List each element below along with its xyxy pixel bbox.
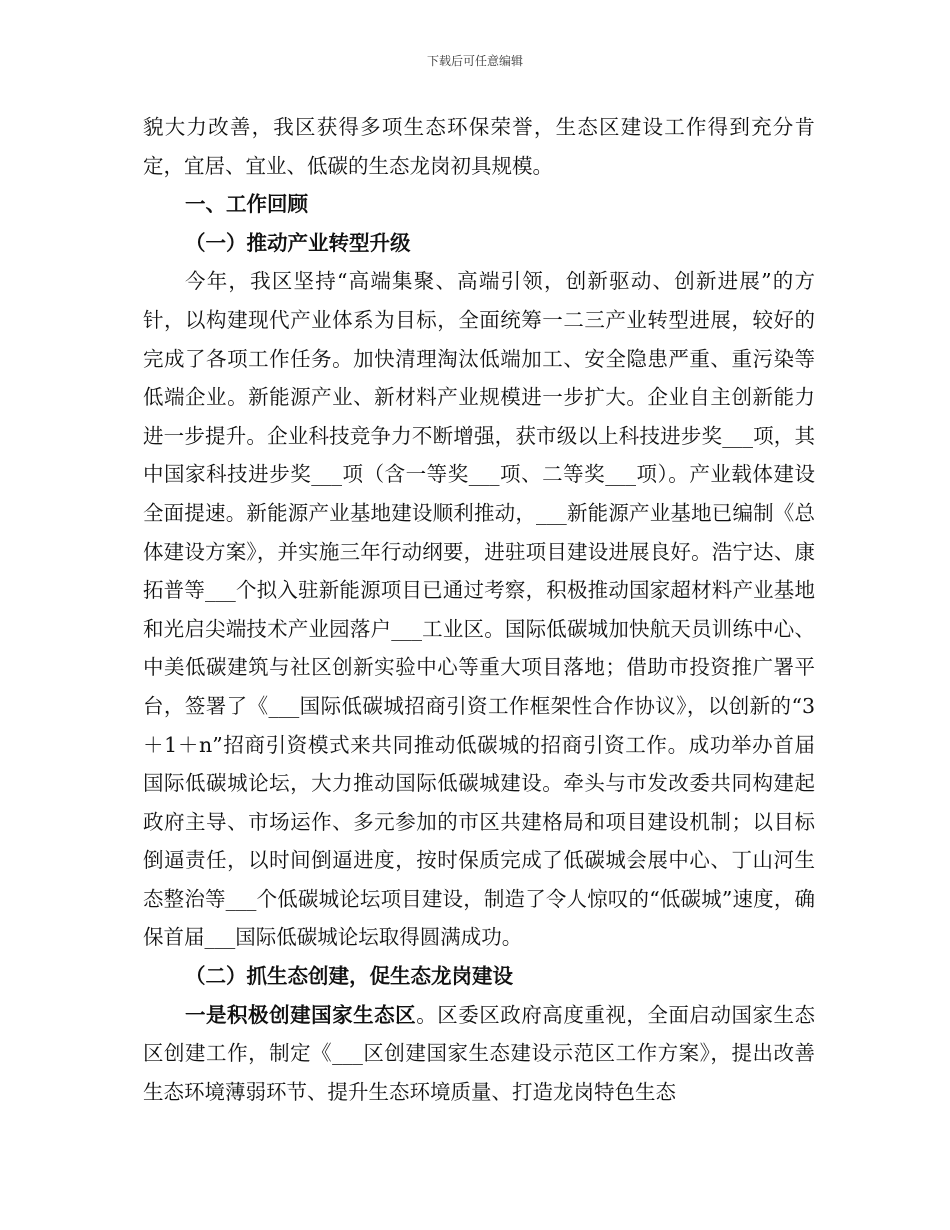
paragraph-industry-upgrade: 今年，我区坚持“高端集聚、高端引领，创新驱动、创新进展”的方针，以构建现代产业体系为目标，全面统筹一二三产业转型进展，较好的完成了各项工作任务。加快清理淘汰低端加工、安全隐患严重、重污染等低端企业。新能源产业、新材料产业规模进一步扩大。企业自主创新能力进一步提升。企业科技竞争力不断增强，获市级以上科技进步奖___项，其中国家科技进步奖___项（含一等奖___项、二等奖___项）。产业载体建设全面提速。新能源产业基地建设顺利推动，___新能源产业基地已编制《总体建设方案》，并实施三年行动纲要，进驻项目建设进展良好。浩宁达、康拓普等___个拟入驻新能源项目已通过考察，积极推动国家超材料产业基地和光启尖端技术产业园落户___工业区。国际低碳城加快航天员训练中心、中美低碳建筑与社区创新实验中心等重大项目落地；借助市投资推广署平台，签署了《___国际低碳城招商引资工作框架性合作协议》，以创新的“3＋1＋n”招商引资模式来共同推动低碳城的招商引资工作。成功举办首届国际低碳城论坛，大力推动国际低碳城建设。牵头与市发改委共同构建起政府主导、市场运作、多元参加的市区共建格局和项目建设机制；以目标倒逼责任，以时间倒逼进度，按时保质完成了低碳城会展中心、丁山河生态整治等___个低碳城论坛项目建设，制造了令人惊叹的“低碳城”速度，确保首届___国际低碳城论坛取得圆满成功。 bbox=[143, 269, 815, 950]
section-heading: 一、工作回顾 bbox=[185, 192, 308, 217]
page-header: 下载后可任意编辑 bbox=[426, 54, 523, 68]
document-body bbox=[143, 108, 815, 1111]
subsection-heading-2: （二）抓生态创建，促生态龙岗建设 bbox=[185, 964, 513, 989]
paragraph-body-text: 。区委区政府高度重视，全面启动国家生态区创建工作，制定《___区创建国家生态建设示范区工作方案》，提出改善生态环境薄弱环节、提升生态环境质量、打造龙岗特色生态 bbox=[143, 1002, 816, 1104]
subsection-heading-1: （一）推动产业转型升级 bbox=[185, 230, 411, 255]
paragraph-eco-district bbox=[143, 996, 815, 1112]
paragraph-lead-text: 一是积极创建国家生态区 bbox=[185, 1002, 417, 1027]
intro-paragraph: 貌大力改善，我区获得多项生态环保荣誉，生态区建设工作得到充分肯定，宜居、宜业、低碳的生态龙岗初具规模。 bbox=[143, 115, 815, 178]
